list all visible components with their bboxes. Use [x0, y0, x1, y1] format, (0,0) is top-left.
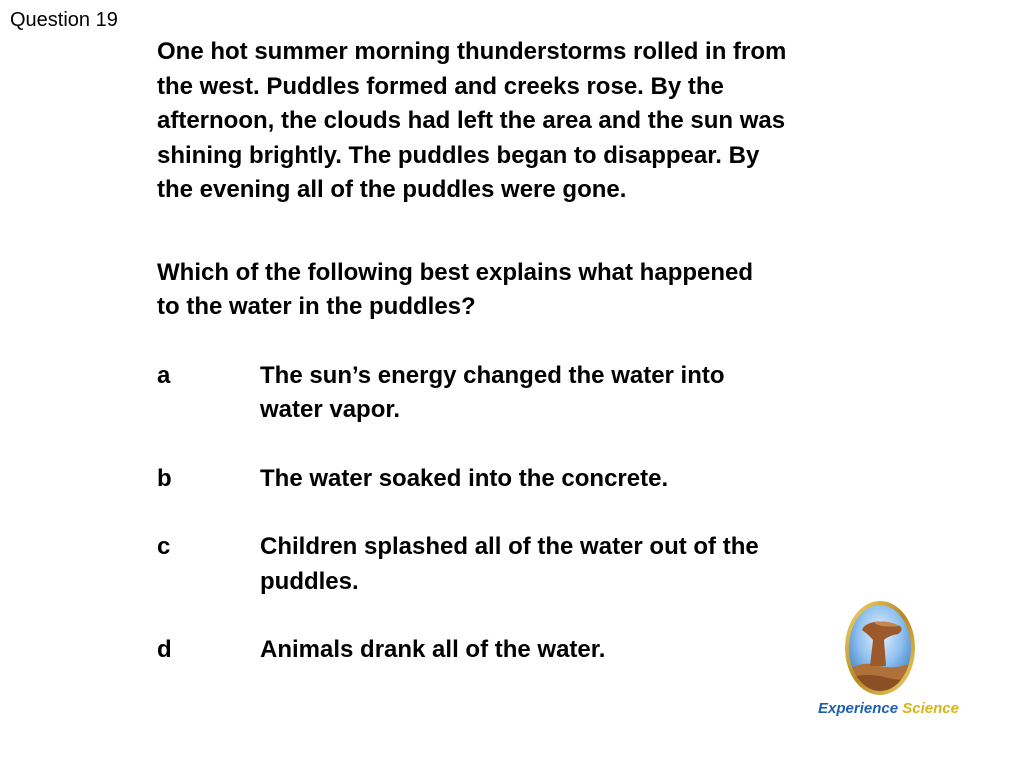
- answer-option-b[interactable]: [157, 462, 917, 497]
- question-number: Question 19: [10, 9, 118, 31]
- prompt-line: Which of the following best explains what happened: [157, 258, 754, 286]
- answer-option-d[interactable]: [157, 633, 917, 668]
- logo-word-experience: Experience: [818, 700, 899, 717]
- passage-line: shining brightly. The puddles began to disappear. By: [157, 141, 760, 169]
- experience-science-logo: [818, 600, 959, 724]
- option-text: [260, 359, 917, 428]
- option-letter: a: [157, 361, 171, 389]
- option-letter: d: [157, 636, 172, 663]
- passage: [157, 35, 917, 208]
- question-content: [157, 35, 917, 702]
- option-letter: c: [157, 533, 171, 560]
- logo-word-science: Science: [902, 700, 959, 717]
- passage-line: the west. Puddles formed and creeks rose. By the: [157, 72, 724, 100]
- passage-line: One hot summer morning thunderstorms rolled in from: [157, 38, 787, 65]
- logo-wordmark: [818, 700, 959, 717]
- answer-option-c[interactable]: [157, 530, 917, 599]
- question-prompt: [157, 256, 917, 325]
- option-text-line: Children splashed all of the water out of the: [260, 533, 759, 560]
- option-text-line: puddles.: [260, 567, 359, 595]
- option-text: [260, 530, 917, 599]
- option-letter: b: [157, 464, 172, 492]
- passage-line: afternoon, the clouds had left the area and the sun was: [157, 107, 786, 134]
- answer-option-a[interactable]: [157, 359, 917, 428]
- option-text-line: The sun’s energy changed the water into: [260, 361, 725, 389]
- option-text: [260, 462, 917, 497]
- answer-options: [157, 359, 917, 668]
- option-text-line: water vapor.: [260, 396, 401, 423]
- rock-arch-oval-logo-icon: [818, 600, 942, 700]
- passage-line: the evening all of the puddles were gone.: [157, 176, 627, 203]
- prompt-line: to the water in the puddles?: [157, 293, 476, 320]
- option-text-line: Animals drank all of the water.: [260, 636, 606, 663]
- option-text-line: The water soaked into the concrete.: [260, 464, 669, 492]
